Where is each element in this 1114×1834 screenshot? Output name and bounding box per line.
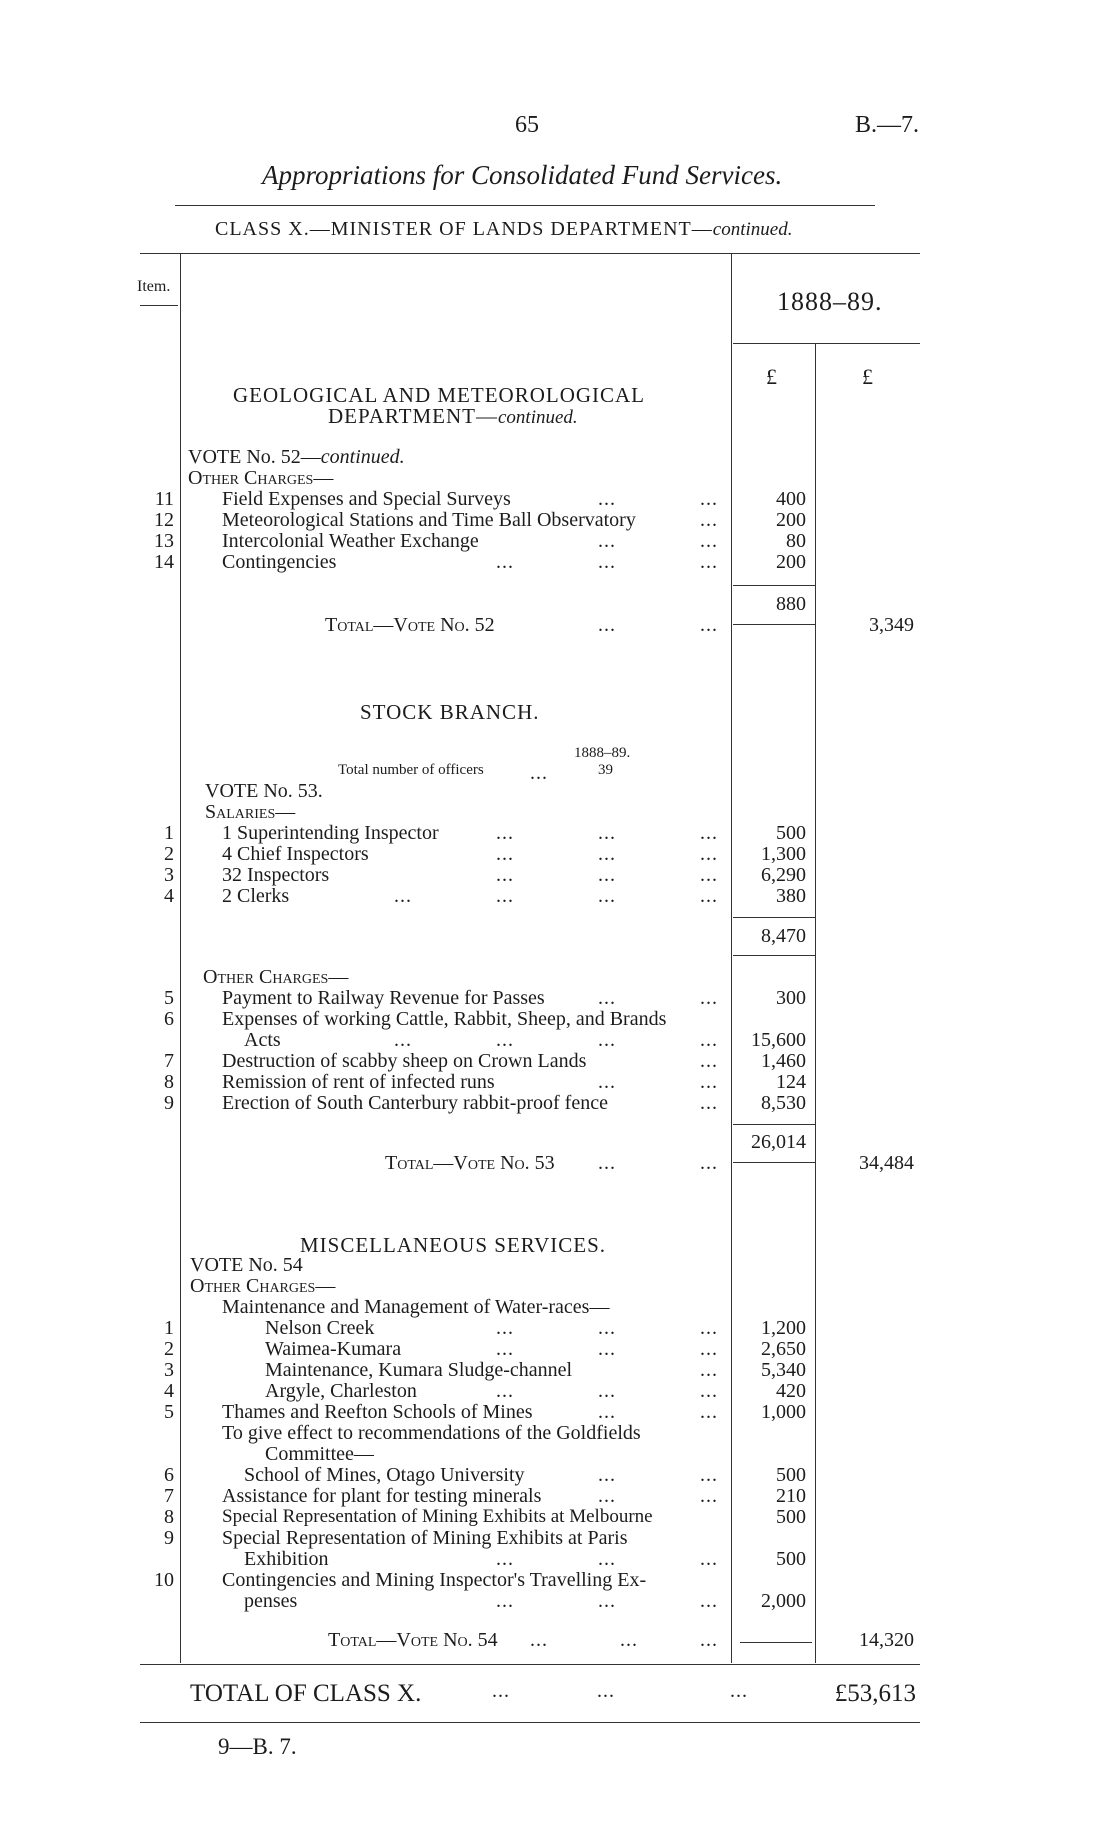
dot-leader: ... <box>700 822 718 844</box>
stock-other-subtotal: 26,014 <box>751 1131 806 1153</box>
class-heading: CLASS X.—MINISTER OF LANDS DEPARTMENT—continued. <box>215 218 793 240</box>
geo-total: 3,349 <box>869 614 914 636</box>
dot-leader: ... <box>598 885 616 907</box>
misc-item-amount: 420 <box>776 1380 806 1402</box>
misc-total: 14,320 <box>859 1629 914 1651</box>
officers-count: 39 <box>598 762 613 778</box>
misc-item-number: 2 <box>164 1338 174 1360</box>
dot-leader: ... <box>700 1050 718 1072</box>
dot-leader: ... <box>598 843 616 865</box>
geo-item-number: 11 <box>154 488 174 510</box>
dot-leader: ... <box>700 1485 718 1507</box>
dot-leader: ... <box>700 1317 718 1339</box>
dot-leader: ... <box>700 843 718 865</box>
misc-other-charges: Other Charges— <box>190 1275 336 1297</box>
misc-vote: VOTE No. 54 <box>190 1254 303 1276</box>
dot-leader: ... <box>598 551 616 573</box>
dot-leader: ... <box>700 1590 718 1612</box>
misc-item-number: 5 <box>164 1401 174 1423</box>
dot-leader: ... <box>496 843 514 865</box>
stock-item-number: 2 <box>164 843 174 865</box>
dot-leader: ... <box>700 1338 718 1360</box>
class-total-label: TOTAL OF CLASS X. <box>190 1680 422 1707</box>
dot-leader: ... <box>496 1548 514 1570</box>
dot-leader: ... <box>598 1380 616 1402</box>
table-top-rule <box>140 253 920 254</box>
misc-item-number: 1 <box>164 1317 174 1339</box>
geo-subtotal-rule <box>733 585 815 586</box>
dot-leader: ... <box>700 1464 718 1486</box>
year-header: 1888–89. <box>777 287 883 316</box>
misc-item-number: 7 <box>164 1485 174 1507</box>
stock-item-desc: 4 Chief Inspectors <box>222 843 369 865</box>
dot-leader: ... <box>598 987 616 1009</box>
dot-leader: ... <box>598 1071 616 1093</box>
misc-item-number: 10 <box>154 1569 174 1591</box>
item-header-rule <box>140 305 178 306</box>
geo-item-amount: 200 <box>776 551 806 573</box>
dot-leader: ... <box>598 530 616 552</box>
stock-item-number: 1 <box>164 822 174 844</box>
misc-item-desc: Waimea-Kumara <box>265 1338 402 1360</box>
geo-item-desc: Intercolonial Weather Exchange <box>222 530 479 552</box>
dot-leader: ... <box>492 1680 510 1702</box>
dot-leader: ... <box>496 551 514 573</box>
geo-item-number: 14 <box>154 551 174 573</box>
stock-item-amount: 15,600 <box>751 1029 806 1051</box>
item-column-rule <box>180 253 181 1663</box>
geo-other-charges: Other Charges— <box>188 467 334 489</box>
class-total-bottom-rule <box>140 1722 920 1723</box>
stock-item-number: 5 <box>164 987 174 1009</box>
title-rule <box>175 205 875 206</box>
dot-leader: ... <box>394 1029 412 1051</box>
dot-leader: ... <box>530 1629 548 1651</box>
dot-leader: ... <box>598 1338 616 1360</box>
dot-leader: ... <box>700 1380 718 1402</box>
dot-leader: ... <box>496 864 514 886</box>
dot-leader: ... <box>496 822 514 844</box>
misc-item-desc: Nelson Creek <box>265 1317 375 1339</box>
misc-item-desc-cont: penses <box>244 1590 298 1612</box>
stock-item-amount: 1,300 <box>761 843 806 865</box>
dot-leader: ... <box>496 1590 514 1612</box>
item-header: Item. <box>137 278 171 295</box>
geo-heading-2: DEPARTMENT—continued. <box>328 404 578 428</box>
stock-other-rule-2 <box>733 1162 815 1163</box>
subtotal-column-rule <box>815 343 816 1663</box>
stock-other-charges: Other Charges— <box>203 966 349 988</box>
dot-leader: ... <box>598 1464 616 1486</box>
geo-item-desc: Contingencies <box>222 551 337 573</box>
dot-leader: ... <box>394 885 412 907</box>
misc-item-amount: 500 <box>776 1548 806 1570</box>
officers-year: 1888–89. <box>574 745 631 761</box>
misc-item-desc: Maintenance, Kumara Sludge-channel <box>265 1359 573 1381</box>
stock-item-amount: 1,460 <box>761 1050 806 1072</box>
dot-leader: ... <box>598 864 616 886</box>
dot-leader: ... <box>496 1029 514 1051</box>
misc-item-amount: 500 <box>776 1464 806 1486</box>
misc-item-number: 4 <box>164 1380 174 1402</box>
dot-leader: ... <box>700 1092 718 1114</box>
misc-item-desc: Special Representation of Mining Exhibits at Paris <box>222 1527 628 1549</box>
dot-leader: ... <box>530 762 548 784</box>
stock-other-rule <box>733 1124 815 1125</box>
misc-item-desc-cont: Exhibition <box>244 1548 329 1570</box>
dot-leader: ... <box>700 530 718 552</box>
page-number: 65 <box>515 112 539 138</box>
stock-item-desc: Remission of rent of infected runs <box>222 1071 495 1093</box>
stock-item-amount: 8,530 <box>761 1092 806 1114</box>
class-total-top-rule <box>140 1664 920 1665</box>
amount-column-rule <box>731 253 732 1663</box>
dot-leader: ... <box>700 1152 718 1174</box>
currency-header-1: £ <box>766 364 777 389</box>
dot-leader: ... <box>700 864 718 886</box>
dot-leader: ... <box>598 1029 616 1051</box>
dot-leader: ... <box>700 987 718 1009</box>
class-total-amount: £53,613 <box>834 1680 916 1707</box>
stock-item-desc: 2 Clerks <box>222 885 290 907</box>
misc-item-amount: 210 <box>776 1485 806 1507</box>
goldfields-line-1: To give effect to recommendations of the Goldfields <box>222 1422 641 1444</box>
misc-water-races: Maintenance and Management of Water-races— <box>222 1296 610 1318</box>
stock-item-number: 8 <box>164 1071 174 1093</box>
dot-leader: ... <box>598 1152 616 1174</box>
stock-item-amount: 300 <box>776 987 806 1009</box>
stock-item-number: 9 <box>164 1092 174 1114</box>
document-reference: B.—7. <box>855 112 920 138</box>
dot-leader: ... <box>730 1680 748 1702</box>
officers-label: Total number of officers <box>338 762 484 778</box>
stock-item-amount: 500 <box>776 822 806 844</box>
stock-item-desc: 1 Superintending Inspector <box>222 822 439 844</box>
misc-item-amount: 1,000 <box>761 1401 806 1423</box>
misc-item-desc: Argyle, Charleston <box>265 1380 417 1402</box>
geo-item-amount: 200 <box>776 509 806 531</box>
geo-item-amount: 400 <box>776 488 806 510</box>
dot-leader: ... <box>598 822 616 844</box>
dot-leader: ... <box>700 1401 718 1423</box>
geo-item-desc: Field Expenses and Special Surveys <box>222 488 511 510</box>
stock-item-desc: 32 Inspectors <box>222 864 330 886</box>
dot-leader: ... <box>496 1380 514 1402</box>
stock-item-amount: 380 <box>776 885 806 907</box>
dot-leader: ... <box>700 551 718 573</box>
geo-subtotal-rule-2 <box>733 624 815 625</box>
misc-item-amount: 2,650 <box>761 1338 806 1360</box>
misc-item-number: 6 <box>164 1464 174 1486</box>
dot-leader: ... <box>598 614 616 636</box>
page-title: Appropriations for Consolidated Fund Services. <box>262 160 783 190</box>
misc-item-amount: 500 <box>776 1506 806 1528</box>
geo-item-number: 13 <box>154 530 174 552</box>
geo-item-number: 12 <box>154 509 174 531</box>
misc-item-number: 8 <box>164 1506 174 1528</box>
stock-total: 34,484 <box>859 1152 914 1174</box>
geo-item-desc: Meteorological Stations and Time Ball Observatory <box>222 509 636 531</box>
misc-item-number: 3 <box>164 1359 174 1381</box>
stock-total-label: Total—Vote No. 53 <box>385 1152 555 1174</box>
stock-salaries-subtotal: 8,470 <box>761 925 806 947</box>
stock-item-number: 3 <box>164 864 174 886</box>
dot-leader: ... <box>700 614 718 636</box>
stock-salaries-rule <box>733 917 815 918</box>
misc-item-number: 9 <box>164 1527 174 1549</box>
geo-vote: VOTE No. 52—continued. <box>188 446 405 468</box>
misc-heading: MISCELLANEOUS SERVICES. <box>300 1233 607 1257</box>
misc-total-label: Total—Vote No. 54 <box>328 1629 498 1651</box>
dot-leader: ... <box>496 885 514 907</box>
stock-item-number: 7 <box>164 1050 174 1072</box>
misc-item-desc: Thames and Reefton Schools of Mines <box>222 1401 533 1423</box>
dot-leader: ... <box>700 1071 718 1093</box>
geo-heading-1: GEOLOGICAL AND METEOROLOGICAL <box>233 383 646 407</box>
dot-leader: ... <box>496 1317 514 1339</box>
stock-item-amount: 6,290 <box>761 864 806 886</box>
stock-salaries-rule-2 <box>733 955 815 956</box>
stock-item-number: 4 <box>164 885 174 907</box>
dot-leader: ... <box>598 1548 616 1570</box>
geo-total-label: Total—Vote No. 52 <box>325 614 495 636</box>
dot-leader: ... <box>598 1485 616 1507</box>
misc-item-amount: 2,000 <box>761 1590 806 1612</box>
misc-item-desc: School of Mines, Otago University <box>244 1464 525 1486</box>
stock-item-desc: Destruction of scabby sheep on Crown Lands <box>222 1050 587 1072</box>
stock-item-desc: Payment to Railway Revenue for Passes <box>222 987 545 1009</box>
misc-total-rule <box>740 1642 812 1643</box>
dot-leader: ... <box>598 1590 616 1612</box>
stock-heading: STOCK BRANCH. <box>360 700 540 724</box>
dot-leader: ... <box>700 1029 718 1051</box>
dot-leader: ... <box>700 1359 718 1381</box>
dot-leader: ... <box>597 1680 615 1702</box>
stock-item-desc: Expenses of working Cattle, Rabbit, Sheep, and Brands <box>222 1008 667 1030</box>
dot-leader: ... <box>700 488 718 510</box>
dot-leader: ... <box>598 1317 616 1339</box>
stock-item-desc-cont: Acts <box>244 1029 281 1051</box>
dot-leader: ... <box>598 488 616 510</box>
dot-leader: ... <box>620 1629 638 1651</box>
misc-item-amount: 5,340 <box>761 1359 806 1381</box>
stock-salaries: Salaries— <box>205 801 296 823</box>
geo-subtotal: 880 <box>776 593 806 615</box>
misc-item-desc: Special Representation of Mining Exhibits at Melbourne <box>222 1506 653 1527</box>
geo-item-amount: 80 <box>786 530 806 552</box>
goldfields-line-2: Committee— <box>265 1443 374 1465</box>
stock-item-number: 6 <box>164 1008 174 1030</box>
stock-item-desc: Erection of South Canterbury rabbit-proof fence <box>222 1092 608 1114</box>
misc-item-amount: 1,200 <box>761 1317 806 1339</box>
dot-leader: ... <box>700 1629 718 1651</box>
stock-vote: VOTE No. 53. <box>205 780 323 802</box>
dot-leader: ... <box>700 1548 718 1570</box>
dot-leader: ... <box>598 1401 616 1423</box>
dot-leader: ... <box>700 885 718 907</box>
dot-leader: ... <box>496 1338 514 1360</box>
dot-leader: ... <box>700 509 718 531</box>
signature-mark: 9—B. 7. <box>218 1734 297 1759</box>
year-header-rule <box>733 343 920 344</box>
currency-header-2: £ <box>862 364 873 389</box>
stock-item-amount: 124 <box>776 1071 806 1093</box>
misc-item-desc: Assistance for plant for testing minerals <box>222 1485 542 1507</box>
misc-item-desc: Contingencies and Mining Inspector's Travelling Ex- <box>222 1569 647 1591</box>
